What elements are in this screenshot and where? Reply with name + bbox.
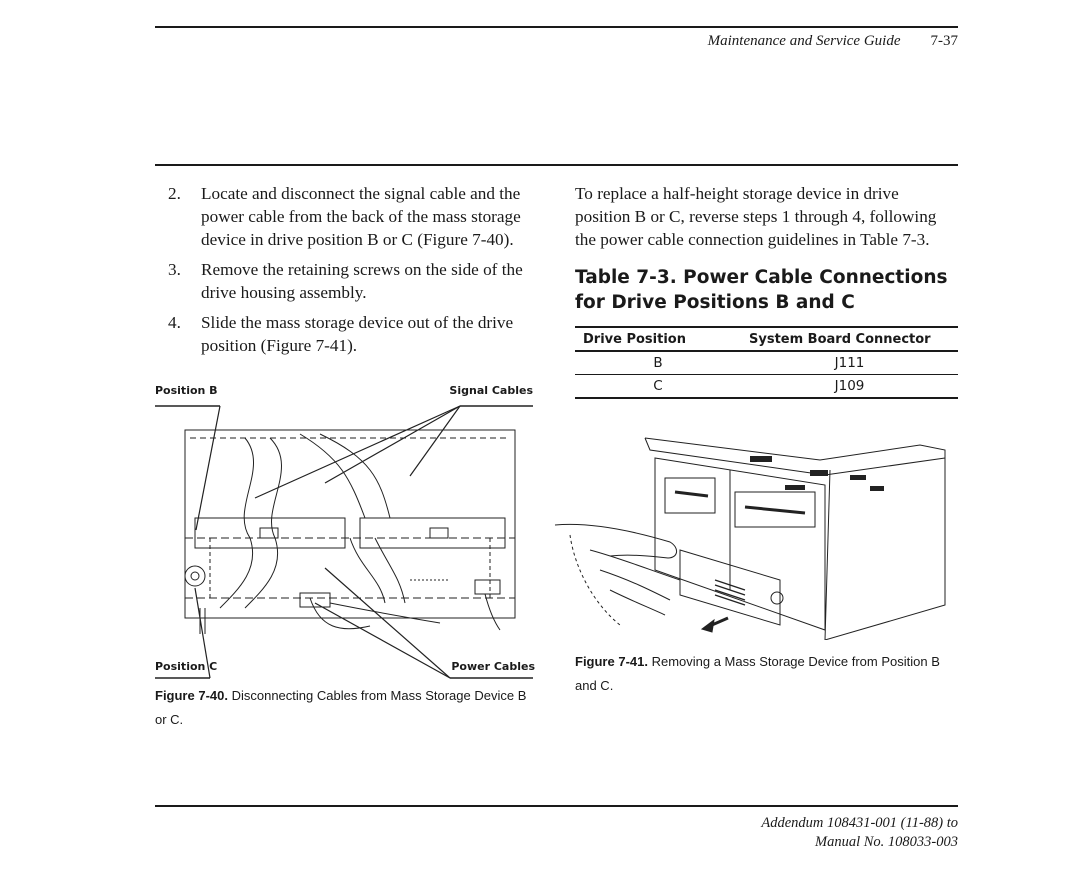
- col-system-board-connector: System Board Connector: [741, 327, 958, 351]
- step-text: Locate and disconnect the signal cable and the power cable from the back of the mass storage device in drive position B or C (Figure 7-40).: [201, 184, 521, 249]
- cell-drive-position: B: [575, 351, 741, 375]
- procedure-steps: [155, 182, 535, 357]
- header-rule: [155, 26, 958, 28]
- figure-40-number: Figure 7-40.: [155, 688, 228, 703]
- step-text: Slide the mass storage device out of the drive position (Figure 7-41).: [201, 313, 514, 355]
- footer: [761, 814, 958, 852]
- col-drive-position: Drive Position: [575, 327, 741, 351]
- label-signal-cables: Signal Cables: [449, 384, 533, 397]
- section-rule: [155, 164, 958, 166]
- guide-title: Maintenance and Service Guide: [707, 33, 901, 49]
- table-title: Table 7-3. Power Cable Connections for Drive Positions B and C: [575, 267, 948, 313]
- figure-41-number: Figure 7-41.: [575, 654, 648, 669]
- figure-41-drive-removal-drawing: [550, 430, 960, 640]
- replacement-paragraph: To replace a half-height storage device in drive position B or C, reverse steps 1 through 4, following the power cable connection guidelines in Table 7-3.: [575, 184, 937, 249]
- figure-40-drive-cables-drawing: [150, 398, 540, 682]
- footer-manual-number: Manual No. 108033-003: [815, 834, 958, 850]
- footer-addendum: Addendum 108431-001 (11-88) to: [761, 815, 958, 831]
- step-2: 2. Locate and disconnect the signal cable and the power cable from the back of the mass storage device in drive position B or C (Figure 7-40).: [168, 184, 521, 249]
- cell-drive-position: C: [575, 375, 741, 399]
- label-power-cables: Power Cables: [451, 660, 535, 673]
- power-cable-table: [575, 326, 958, 399]
- step-text: Remove the retaining screws on the side of the drive housing assembly.: [201, 260, 523, 302]
- label-position-c: Position C: [155, 660, 218, 673]
- cell-connector: J111: [741, 351, 958, 375]
- figure-41-caption-text: Removing a Mass Storage Device from Position B and C.: [575, 654, 940, 693]
- table-row: [575, 375, 958, 399]
- right-column: [575, 182, 958, 399]
- table-header-row: [575, 327, 958, 351]
- label-position-b: Position B: [155, 384, 218, 397]
- running-head: [708, 33, 958, 50]
- table-row: [575, 351, 958, 375]
- step-3: 3. Remove the retaining screws on the side of the drive housing assembly.: [168, 260, 523, 302]
- figure-41-caption: [575, 650, 958, 698]
- footer-rule: [155, 805, 958, 807]
- figure-40-caption-text: Disconnecting Cables from Mass Storage Device B or C.: [155, 688, 527, 727]
- cell-connector: J109: [741, 375, 958, 399]
- left-column: [155, 182, 535, 364]
- figure-40-caption: [155, 684, 535, 732]
- page-number: 7-37: [930, 33, 958, 49]
- step-4: 4. Slide the mass storage device out of the drive position (Figure 7-41).: [168, 313, 514, 355]
